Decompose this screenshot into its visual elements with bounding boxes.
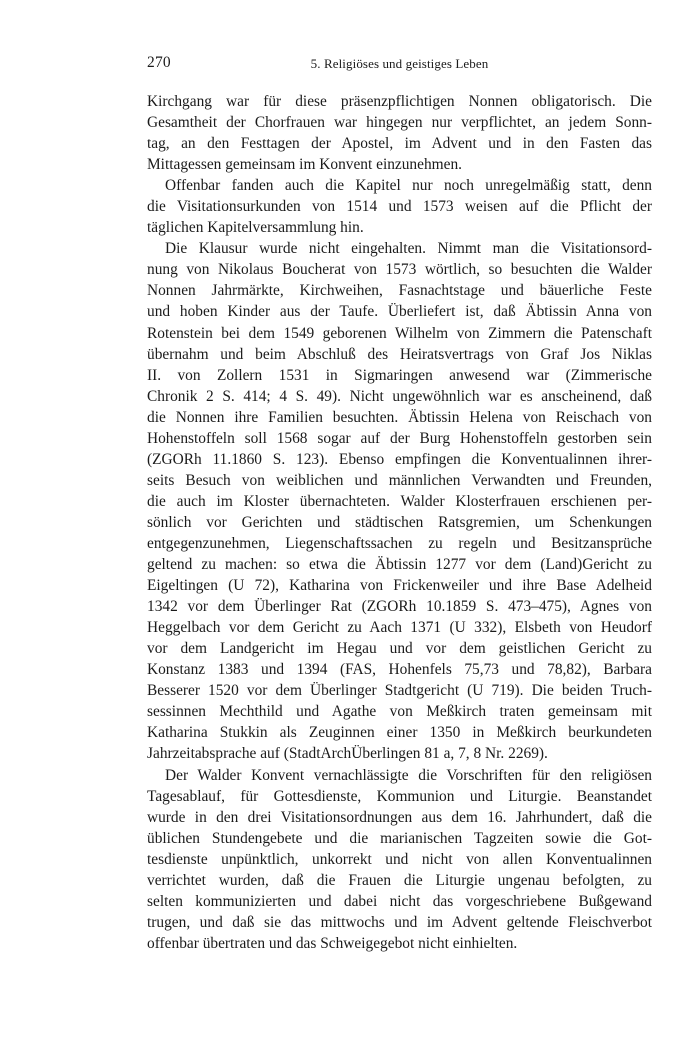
text-line: Der Walder Konvent vernachlässigte die Vorschriften für den religiösen [165,766,652,784]
text-line: Besserer 1520 vor dem Überlinger Stadtgericht (U 719). Die beiden Truch- [147,682,652,700]
text-line: trugen, und daß sie das mittwochs und im Advent geltende Fleischverbot [147,913,652,931]
text-line: Chronik 2 S. 414; 4 S. 49). Nicht ungewöhnlich war es anscheinend, daß [147,387,652,405]
text-line: Katharina Stukkin als Zeuginnen einer 1350 in Meßkirch beurkundeten [147,724,652,742]
paragraph-2 [147,175,652,238]
text-line: seits Besuch von weiblichen und männlichen Verwandten und Freunden, [147,471,652,489]
text-line: tag, an den Festtagen der Apostel, im Advent und in den Fasten das [147,135,652,153]
text-line: die auch im Kloster übernachteten. Walder Klosterfrauen erschienen per- [147,492,652,510]
text-line: Gesamtheit der Chorfrauen war hingegen nur verpflichtet, an jedem Sonn- [147,114,652,132]
text-line: nung von Nikolaus Boucherat von 1573 wörtlich, so besuchten die Walder [147,261,652,279]
text-line: vor dem Landgericht im Hegau und vor dem geistlichen Gericht zu [147,640,652,658]
text-line: Eigeltingen (U 72), Katharina von Frickenweiler und ihre Base Adelheid [147,577,652,595]
paragraph-1 [147,91,652,175]
body-text [147,91,652,954]
text-line: übernahm und beim Abschluß des Heiratsvertrags von Graf Jos Niklas [147,345,652,363]
text-line: 1342 vor dem Überlinger Rat (ZGORh 10.1859 S. 473–475), Agnes von [147,598,652,616]
text-line: Nonnen Jahrmärkte, Kirchweihen, Fasnachtstage und bäuerliche Feste [147,282,652,300]
text-line: sessinnen Mechthild und Agathe von Meßkirch traten gemeinsam mit [147,703,652,721]
text-line: Kirchgang war für diese präsenzpflichtigen Nonnen obligatorisch. Die [147,93,652,110]
text-line: die Visitationsurkunden von 1514 und 1573 weisen auf die Pflicht der [147,198,652,216]
text-line: und hoben Kinder aus der Taufe. Überliefert ist, daß Äbtissin Anna von [147,303,652,321]
paragraph-3 [147,238,652,764]
text-line: selten kommunizierten und dabei nicht das vorgeschriebene Bußgewand [147,892,652,910]
text-line: Konstanz 1383 und 1394 (FAS, Hohenfels 75,73 und 78,82), Barbara [147,661,652,679]
text-line: die Nonnen ihre Familien besuchten. Äbtissin Helena von Reischach von [147,408,652,426]
text-line: üblichen Stundengebete und die marianischen Tagzeiten sowie die Got- [147,829,652,847]
text-line: tesdienste unpünktlich, unkorrekt und nicht von allen Konventualinnen [147,850,652,868]
text-line: täglichen Kapitelversammlung hin. [147,219,364,237]
text-line: Mittagessen gemeinsam im Konvent einzunehmen. [147,156,463,174]
text-line: offenbar übertraten und das Schweigegebot nicht einhielten. [147,934,518,952]
text-line: Heggelbach vor dem Gericht zu Aach 1371 (U 332), Elsbeth von Heudorf [147,619,652,637]
text-line: verrichtet wurden, daß die Frauen die Liturgie ungenau befolgten, zu [147,871,652,889]
page-number: 270 [147,54,171,71]
page-header [147,54,652,78]
text-line: entgegenzunehmen, Liegenschaftssachen zu regeln und Besitzansprüche [147,534,652,552]
text-line: Rotenstein bei dem 1549 geborenen Wilhelm von Zimmern die Patenschaft [147,324,652,342]
paragraph-4 [147,765,652,954]
text-line: wurde in den drei Visitationsordnungen aus dem 16. Jahrhundert, daß die [147,808,652,826]
running-head: 5. Religiöses und geistiges Leben [310,56,489,71]
text-line: (ZGORh 11.1860 S. 123). Ebenso empfingen die Konventualinnen ihrer- [147,450,652,468]
text-line: sönlich vor Gerichten und städtischen Ratsgremien, um Schenkungen [147,513,652,531]
text-line: Tagesablauf, für Gottesdienste, Kommunion und Liturgie. Beanstandet [147,787,652,805]
text-line: geltend zu machen: so etwa die Äbtissin 1277 vor dem (Land)Gericht zu [147,556,652,574]
text-line: Hohenstoffeln soll 1568 sogar auf der Burg Hohenstoffeln gestorben sein [147,429,652,447]
text-line: Offenbar fanden auch die Kapitel nur noch unregelmäßig statt, denn [165,177,652,195]
text-line: Die Klausur wurde nicht eingehalten. Nimmt man die Visitationsord- [165,240,652,258]
text-line: II. von Zollern 1531 in Sigmaringen anwesend war (Zimmerische [147,366,652,384]
text-line: Jahrzeitabsprache auf (StadtArchÜberlingen 81 a, 7, 8 Nr. 2269). [147,745,548,763]
